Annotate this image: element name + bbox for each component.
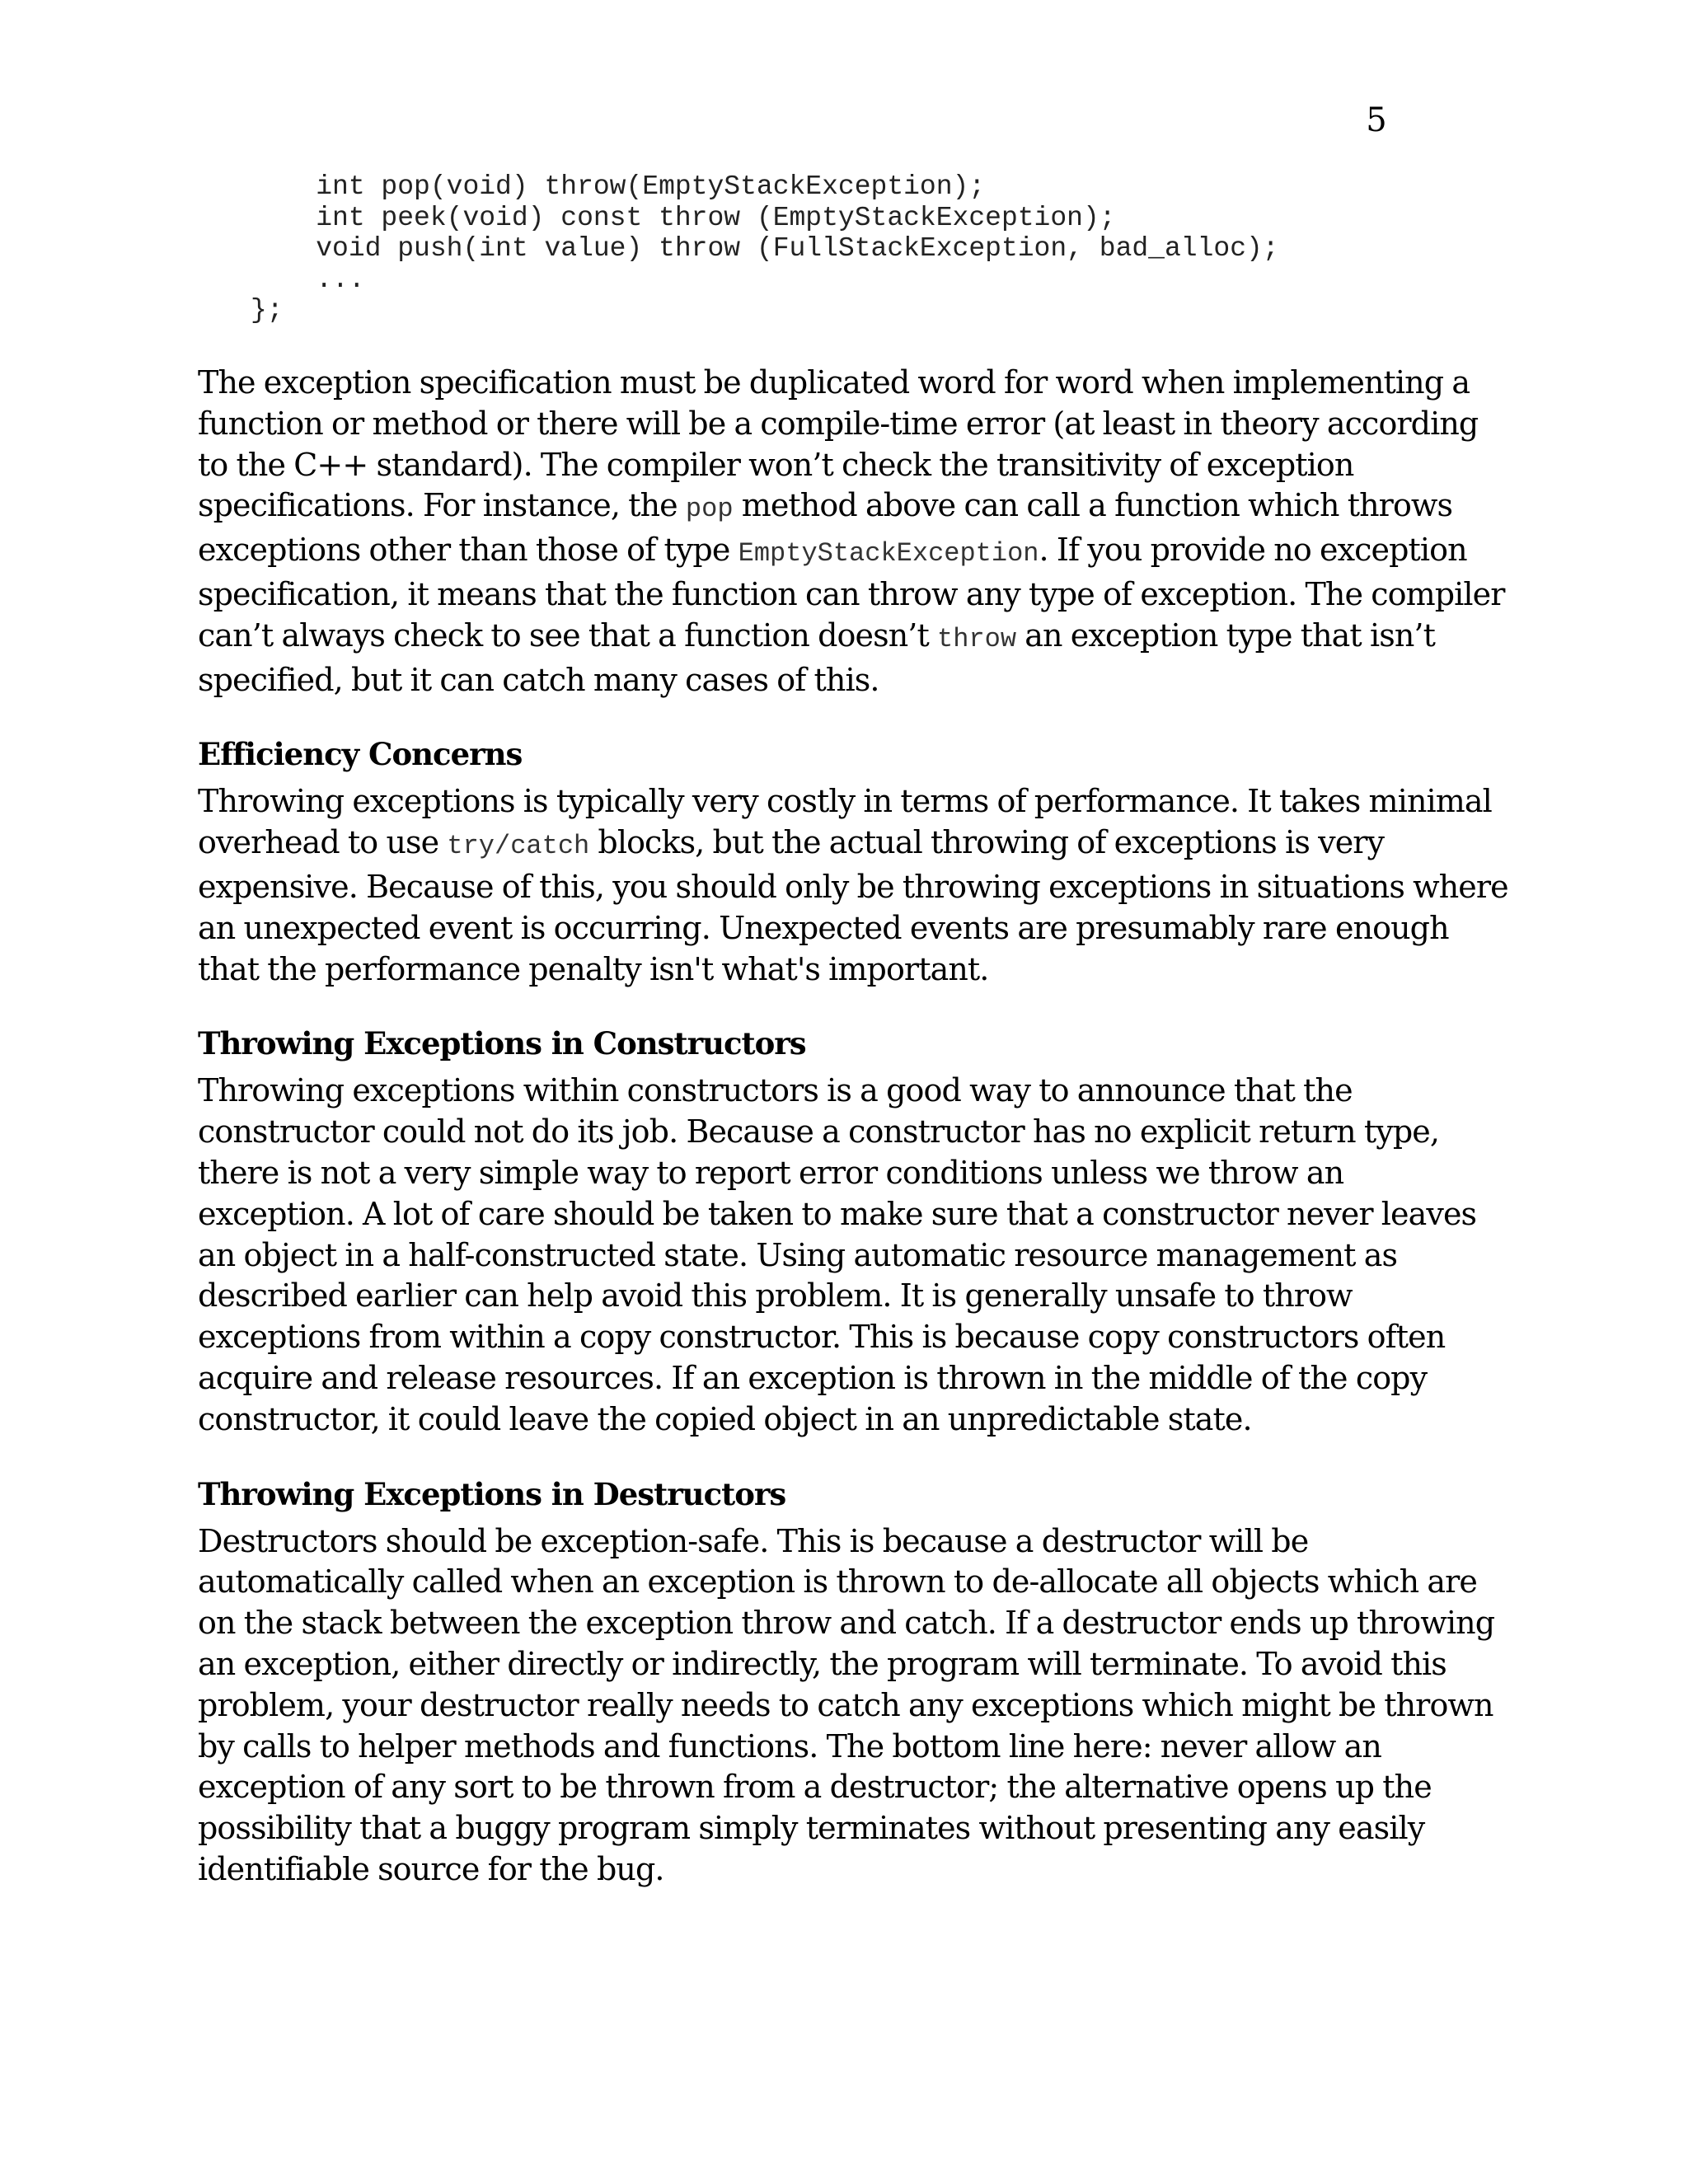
intro-text-4: an exception type that isn’t specified, but it can catch many cases of this. (198, 616, 1435, 698)
inline-code-try-catch: try/catch (447, 831, 590, 862)
efficiency-text-1: Throwing exceptions is typically very costly in terms of performance. It takes minimal overhead to use (198, 783, 1492, 861)
code-line-ellipsis: ... (251, 264, 365, 295)
document-body (198, 363, 1508, 1891)
intro-text-3: . If you provide no exception specification, it means that the function can throw any type of exception. The compiler can’t always check to see that a function doesn’t (198, 532, 1505, 654)
code-line-peek: int peek(void) const throw (EmptyStackException); (251, 202, 1116, 233)
code-listing (251, 171, 1279, 326)
intro-text-1: The exception specification must be duplicated word for word when implementing a function or method or there will be a compile-time error (at least in theory according to the C++ standard). The compiler won’t check the transitivity of exception specifications. For instance, the (198, 364, 1479, 524)
efficiency-paragraph (198, 781, 1508, 990)
heading-efficiency-concerns: Efficiency Concerns (198, 736, 523, 773)
efficiency-text-2: blocks, but the actual throwing of exceptions is very expensive. Because of this, you should only be throwing exceptions in situations where an unexpected event is occurring. Unexpected events are presumably rare enough that the performance penalty isn't what's important. (198, 824, 1508, 987)
code-line-push: void push(int value) throw (FullStackException, bad_alloc); (251, 233, 1279, 264)
heading-constructors: Throwing Exceptions in Constructors (198, 1025, 806, 1062)
destructors-paragraph: Destructors should be exception-safe. This is because a destructor will be automatically called when an exception is thrown to de-allocate all objects which are on the stack between the exception throw and catch. If a destructor ends up throwing an exception, either directly or indirectly, the program will terminate. To avoid this problem, your destructor really needs to catch any exceptions which might be thrown by calls to helper methods and functions. The bottom line here: never allow an exception of any sort to be thrown from a destructor; the alternative opens up the possibility that a buggy program simply terminates without presenting any easily identifiable source for the bug. (198, 1522, 1495, 1887)
intro-text-2: method above can call a function which throws exceptions other than those of type (198, 487, 1453, 569)
inline-code-pop: pop (685, 494, 734, 525)
intro-paragraph (198, 363, 1508, 701)
page-number: 5 (1366, 101, 1387, 139)
inline-code-empty-stack-exception: EmptyStackException (738, 538, 1039, 569)
inline-code-throw: throw (937, 623, 1017, 654)
heading-destructors: Throwing Exceptions in Destructors (198, 1475, 786, 1512)
constructors-paragraph: Throwing exceptions within constructors is a good way to announce that the constructor could not do its job. Because a constructor has no explicit return type, there is not a very simple way to report error conditions unless we throw an exception. A lot of care should be taken to make sure that a constructor never leaves an object in a half-constructed state. Using automatic resource management as described earlier can help avoid this problem. It is generally unsafe to throw exceptions from within a copy constructor. This is because copy constructors often acquire and release resources. If an exception is thrown in the middle of the copy constructor, it could leave the copied object in an unpredictable state. (198, 1072, 1477, 1437)
code-line-class-end: }; (251, 295, 284, 326)
code-line-pop: int pop(void) throw(EmptyStackException); (251, 171, 986, 202)
